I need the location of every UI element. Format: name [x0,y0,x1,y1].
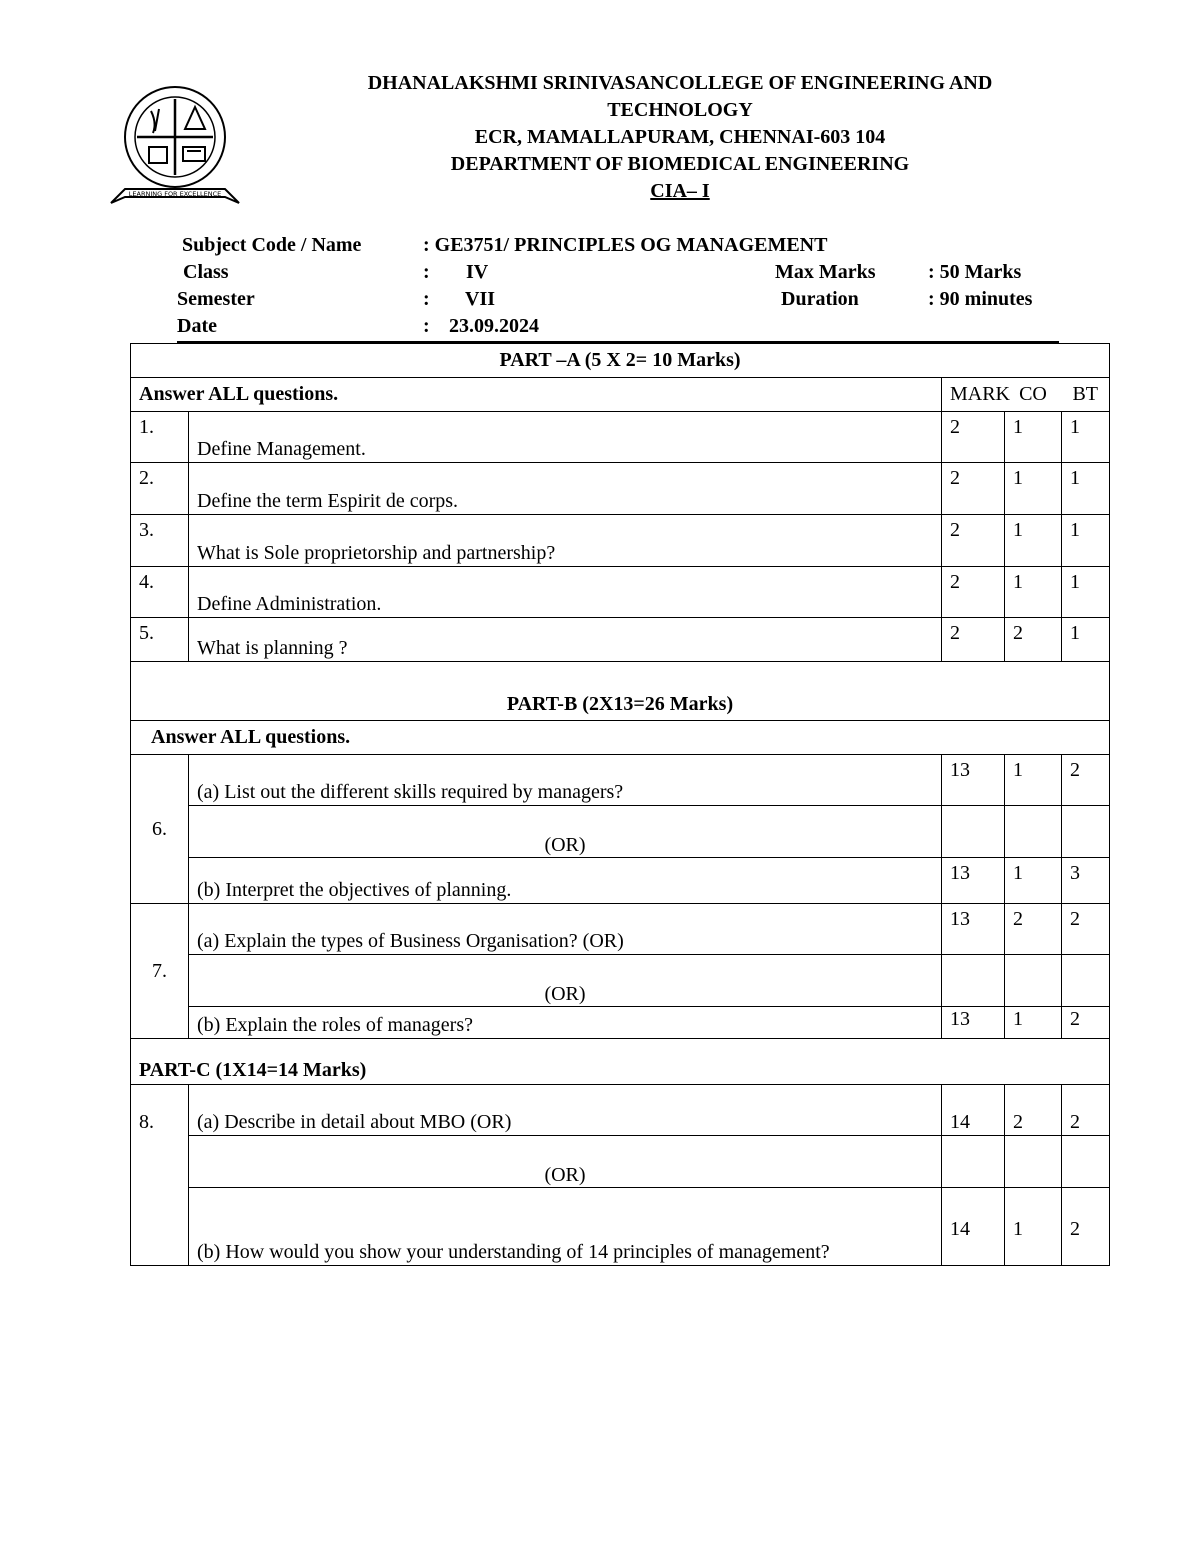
col-mark-header: MARK [941,378,1004,412]
question-mark: 2 [941,618,1004,662]
question-number: 4. [131,567,189,618]
question-mark: 14 [941,1188,1004,1266]
table-row [131,904,1110,955]
date-separator: : [423,315,430,337]
question-bt: 2 [1061,904,1109,955]
semester-value: VII [465,288,496,310]
question-text: (b) How would you show your understanding of 14 principles of management? [189,1188,942,1266]
table-row [131,618,1110,662]
question-table [130,343,1110,1266]
question-mark: 2 [941,515,1004,567]
date-label: Date [177,315,217,337]
question-co: 1 [1004,755,1061,806]
question-mark: 2 [941,412,1004,463]
question-number: 5. [131,618,189,662]
semester-separator: : [423,288,430,310]
part-b-instruction: Answer ALL questions. [131,721,1110,755]
question-text: (a) Explain the types of Business Organisation? (OR) [189,904,942,955]
question-co: 2 [1004,618,1061,662]
question-co: 1 [1004,463,1061,515]
college-address: ECR, MAMALLAPURAM, CHENNAI-603 104 [474,126,886,148]
part-a-instruction: Answer ALL questions. [131,378,942,412]
logo-motto: LEARNING FOR EXCELLENCE [128,190,222,198]
question-text: What is Sole proprietorship and partnership? [189,515,942,567]
exam-title: CIA– I [650,180,710,202]
part-c-title: PART-C (1X14=14 Marks) [131,1039,1110,1085]
table-row [131,1085,1110,1136]
question-number: 6. [131,755,189,904]
subject-label: Subject Code / Name [182,234,362,256]
table-row [131,463,1110,515]
table-row [131,806,1110,858]
question-mark: 13 [941,904,1004,955]
question-co: 1 [1004,412,1061,463]
part-a-title: PART –A (5 X 2= 10 Marks) [131,344,1110,378]
question-co: 2 [1004,1085,1061,1136]
question-co: 1 [1004,858,1061,904]
question-number: 2. [131,463,189,515]
date-value: 23.09.2024 [449,315,539,337]
question-number: 7. [131,904,189,1039]
table-row [131,1007,1110,1039]
duration-label: Duration [781,288,859,310]
table-row [131,567,1110,618]
table-row [131,1136,1110,1188]
table-row [131,1188,1110,1266]
question-mark: 2 [941,463,1004,515]
question-bt: 1 [1061,515,1109,567]
or-separator: (OR) [189,1136,942,1188]
question-co: 2 [1004,904,1061,955]
question-text: (b) Interpret the objectives of planning. [189,858,942,904]
question-text: (b) Explain the roles of managers? [189,1007,942,1039]
college-logo [107,85,243,211]
question-text: What is planning ? [189,618,942,662]
question-co: 1 [1004,515,1061,567]
question-mark: 13 [941,858,1004,904]
question-text: Define Management. [189,412,942,463]
question-text: Define the term Espirit de corps. [189,463,942,515]
question-bt: 1 [1061,618,1109,662]
max-marks-value: : 50 Marks [928,261,1022,283]
question-number: 8. [131,1085,189,1266]
exam-header [300,70,1060,205]
question-mark: 2 [941,567,1004,618]
question-mark: 13 [941,1007,1004,1039]
question-mark: 13 [941,755,1004,806]
class-value: IV [466,261,489,283]
question-bt: 1 [1061,567,1109,618]
semester-label: Semester [177,288,255,310]
table-row [131,955,1110,1007]
question-text: (a) Describe in detail about MBO (OR) [189,1085,942,1136]
question-bt: 1 [1061,412,1109,463]
question-text: (a) List out the different skills required by managers? [189,755,942,806]
question-mark: 14 [941,1085,1004,1136]
or-separator: (OR) [189,955,942,1007]
col-bt-header: BT [1061,378,1109,412]
question-bt: 2 [1061,1188,1109,1266]
question-co: 1 [1004,1188,1061,1266]
question-bt: 2 [1061,1007,1109,1039]
max-marks-label: Max Marks [775,261,876,283]
question-bt: 2 [1061,755,1109,806]
department-name: DEPARTMENT OF BIOMEDICAL ENGINEERING [450,153,910,175]
table-row [131,755,1110,806]
table-row [131,858,1110,904]
question-bt: 3 [1061,858,1109,904]
question-number: 3. [131,515,189,567]
col-co-header: CO [1004,378,1061,412]
class-separator: : [423,261,430,283]
question-number: 1. [131,412,189,463]
duration-value: : 90 minutes [928,288,1033,310]
college-name-line2: TECHNOLOGY [607,99,753,121]
question-bt: 1 [1061,463,1109,515]
question-bt: 2 [1061,1085,1109,1136]
subject-value: : GE3751/ PRINCIPLES OG MANAGEMENT [423,234,828,256]
question-co: 1 [1004,567,1061,618]
part-b-title: PART-B (2X13=26 Marks) [131,662,1110,721]
question-co: 1 [1004,1007,1061,1039]
question-text: Define Administration. [189,567,942,618]
class-label: Class [183,261,229,283]
college-name-line1: DHANALAKSHMI SRINIVASANCOLLEGE OF ENGINEERING AND [367,72,993,94]
or-separator: (OR) [189,806,942,858]
table-row [131,515,1110,567]
table-row [131,412,1110,463]
